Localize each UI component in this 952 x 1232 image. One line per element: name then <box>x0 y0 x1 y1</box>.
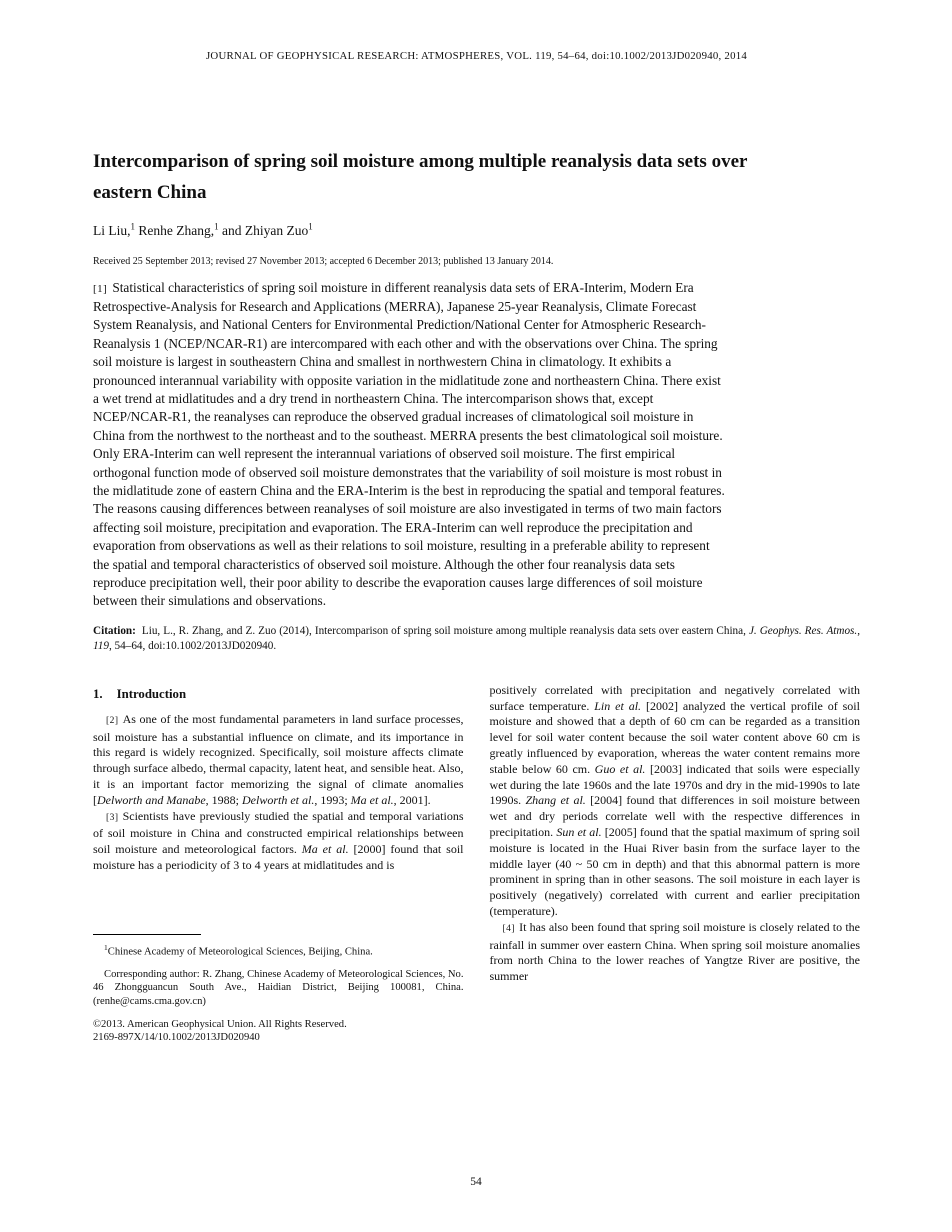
author-1-affiliation-mark: 1 <box>130 221 135 231</box>
author-1-name: Li Liu, <box>93 222 131 238</box>
section-number: 1. <box>93 686 103 701</box>
paragraph-3-continued <box>490 683 861 920</box>
paragraph-3-number: [3] <box>106 812 119 823</box>
author-1 <box>93 223 135 238</box>
paragraph-2-text: As one of the most fundamental parameters in land surface processes, soil moisture has a substantial influence on climate, and its importance in this regard is widely recognized. Specifically, soil moisture affects climate through surface albedo, thermal capacity, latent heat, and sensible heat. Also, it is an important factor memorizing the signal of climate anomalies [Delworth and Manabe, 1988; Delworth et al., 1993; Ma et al., 2001]. <box>93 711 464 807</box>
paragraph-3 <box>93 809 464 874</box>
citation-text: Liu, L., R. Zhang, and Z. Zuo (2014), Intercomparison of spring soil moisture among multiple reanalysis data sets over eastern China, J. Geophys. Res. Atmos., 119, 54–64, doi:10.1002/2013JD020940. <box>93 624 861 653</box>
affiliation-footnote <box>93 941 464 959</box>
author-3 <box>222 223 313 238</box>
left-column <box>93 683 464 1045</box>
corresponding-author-note: Corresponding author: R. Zhang, Chinese Academy of Meteorological Sciences, No. 46 Zhongguancun South Ave., Haidian District, Beijing 100081, China. (renhe@cams.cma.gov.cn) <box>93 968 464 1008</box>
paragraph-3-text: Scientists have previously studied the spatial and temporal variations of soil moisture in China and constructed empirical relationships between soil moisture and meteorological factors. Ma et al. [2000] found that soil moisture has a periodicity of 3 to 4 years at midlatitudes and is <box>93 808 464 872</box>
footnote-rule <box>93 934 201 935</box>
paragraph-2 <box>93 712 464 809</box>
author-2-name: Renhe Zhang, <box>138 222 215 238</box>
author-2 <box>138 223 218 238</box>
copyright-note: ©2013. American Geophysical Union. All Rights Reserved. <box>93 1018 347 1030</box>
section-heading-introduction <box>93 687 464 702</box>
paragraph-3-continued-text: positively correlated with precipitation and negatively correlated with surface temperature. Lin et al. [2002] analyzed the vertical profile of soil moisture and showed that a depth of 60 cm can be regarded as a transition level for soil water content because the soil water content above 60 cm is greatly influenced by evaporation, whereas the water content remains more stable below 60 cm. Guo et al. [2003] indicated that soils were especially wet during the late 1960s and the late 1970s and dry in the mid-1990s to late 1990s. Zhang et al. [2004] found that differences in soil moisture between wet and dry periods correlate well with the respective differences in precipitation. Sun et al. [2005] found that the spatial maximum of spring soil moisture is located in the Huai River basin from the surface layer to the middle layer (40 ~ 50 cm in depth) and that this abnormal pattern is more prominent in spring than in other seasons. The soil moisture in each layer is positively (negatively) correlated with current and earlier precipitation (temperature). <box>489 682 860 918</box>
paragraph-4-text: It has also been found that spring soil moisture is closely related to the rainfall in summer over eastern China. When spring soil moisture anomalies from north China to the lower reaches of Yangtze River are positive, the summer <box>489 919 860 984</box>
affiliation-footnote-text: Chinese Academy of Meteorological Sciences, Beijing, China. <box>107 946 373 958</box>
paper-title: Intercomparison of spring soil moisture among multiple reanalysis data sets over eastern China <box>93 151 748 203</box>
two-column-body <box>93 683 860 1045</box>
abstract-paragraph-number: [1] <box>93 282 108 295</box>
issn-doi-line: 2169-897X/14/10.1002/2013JD020940 <box>93 1032 260 1044</box>
article-history: Received 25 September 2013; revised 27 November 2013; accepted 6 December 2013; published 13 January 2014. <box>93 255 554 267</box>
author-3-affiliation-mark: 1 <box>308 221 313 231</box>
journal-header: JOURNAL OF GEOPHYSICAL RESEARCH: ATMOSPHERES, VOL. 119, 54–64, doi:10.1002/2013JD020940, 2014 <box>205 50 748 62</box>
right-column <box>490 683 861 1045</box>
author-3-name: and Zhiyan Zuo <box>221 222 309 238</box>
citation <box>93 624 860 655</box>
author-line <box>93 221 860 239</box>
paragraph-4 <box>490 920 861 985</box>
abstract <box>93 279 725 611</box>
affiliation-footnote-mark: 1 <box>104 942 108 952</box>
footnote-block <box>93 928 464 1045</box>
page-number: 54 <box>470 1176 482 1188</box>
paragraph-2-number: [2] <box>106 715 119 726</box>
section-title: Introduction <box>116 686 187 701</box>
paragraph-4-number: [4] <box>502 923 516 934</box>
abstract-text: Statistical characteristics of spring soil moisture in different reanalysis data sets of ERA-Interim, Modern Era Retrospective-Analysis for Research and Applications (MERRA), Japanese 25-year Reanalysis, Climate Forecast System Reanalysis, and National Centers for Environmental Prediction/National Center for Atmospheric Research-Reanalysis 1 (NCEP/NCAR-R1) are intercompared with each other and with the observations over China. The spring soil moisture is largest in southeastern China and smallest in northwestern China in climatology. It exhibits a pronounced interannual variability with opposite variation in the midlatitude zone and northeastern China. There exist a wet trend at midlatitudes and a dry trend in northeastern China. The intercomparison shows that, except NCEP/NCAR-R1, the reanalyses can reproduce the observed gradual increases of climatological soil moisture in China from the northwest to the northeast and to the southeast. MERRA presents the best climatological soil moisture. Only ERA-Interim can well represent the interannual variations of observed soil moisture. The first empirical orthogonal function mode of observed soil moisture demonstrates that the variability of soil moisture is most robust in the midlatitude zone of eastern China and the ERA-Interim is the best in reproducing the spatial and temporal features. The reasons causing differences between reanalyses of soil moisture are also investigated in terms of two main factors affecting soil moisture, precipitation and evaporation. The ERA-Interim can well reproduce the precipitation and evaporation from observations as well as their relations to soil moisture, resulting in a preferable ability to represent the spatial and temporal characteristics of observed soil moisture. Although the other four reanalysis data sets reproduce precipitation well, their poor ability to describe the evaporation causes large differences of soil moisture between their simulations and observations. <box>93 279 725 609</box>
citation-label: Citation: <box>93 624 136 637</box>
author-2-affiliation-mark: 1 <box>214 221 219 231</box>
